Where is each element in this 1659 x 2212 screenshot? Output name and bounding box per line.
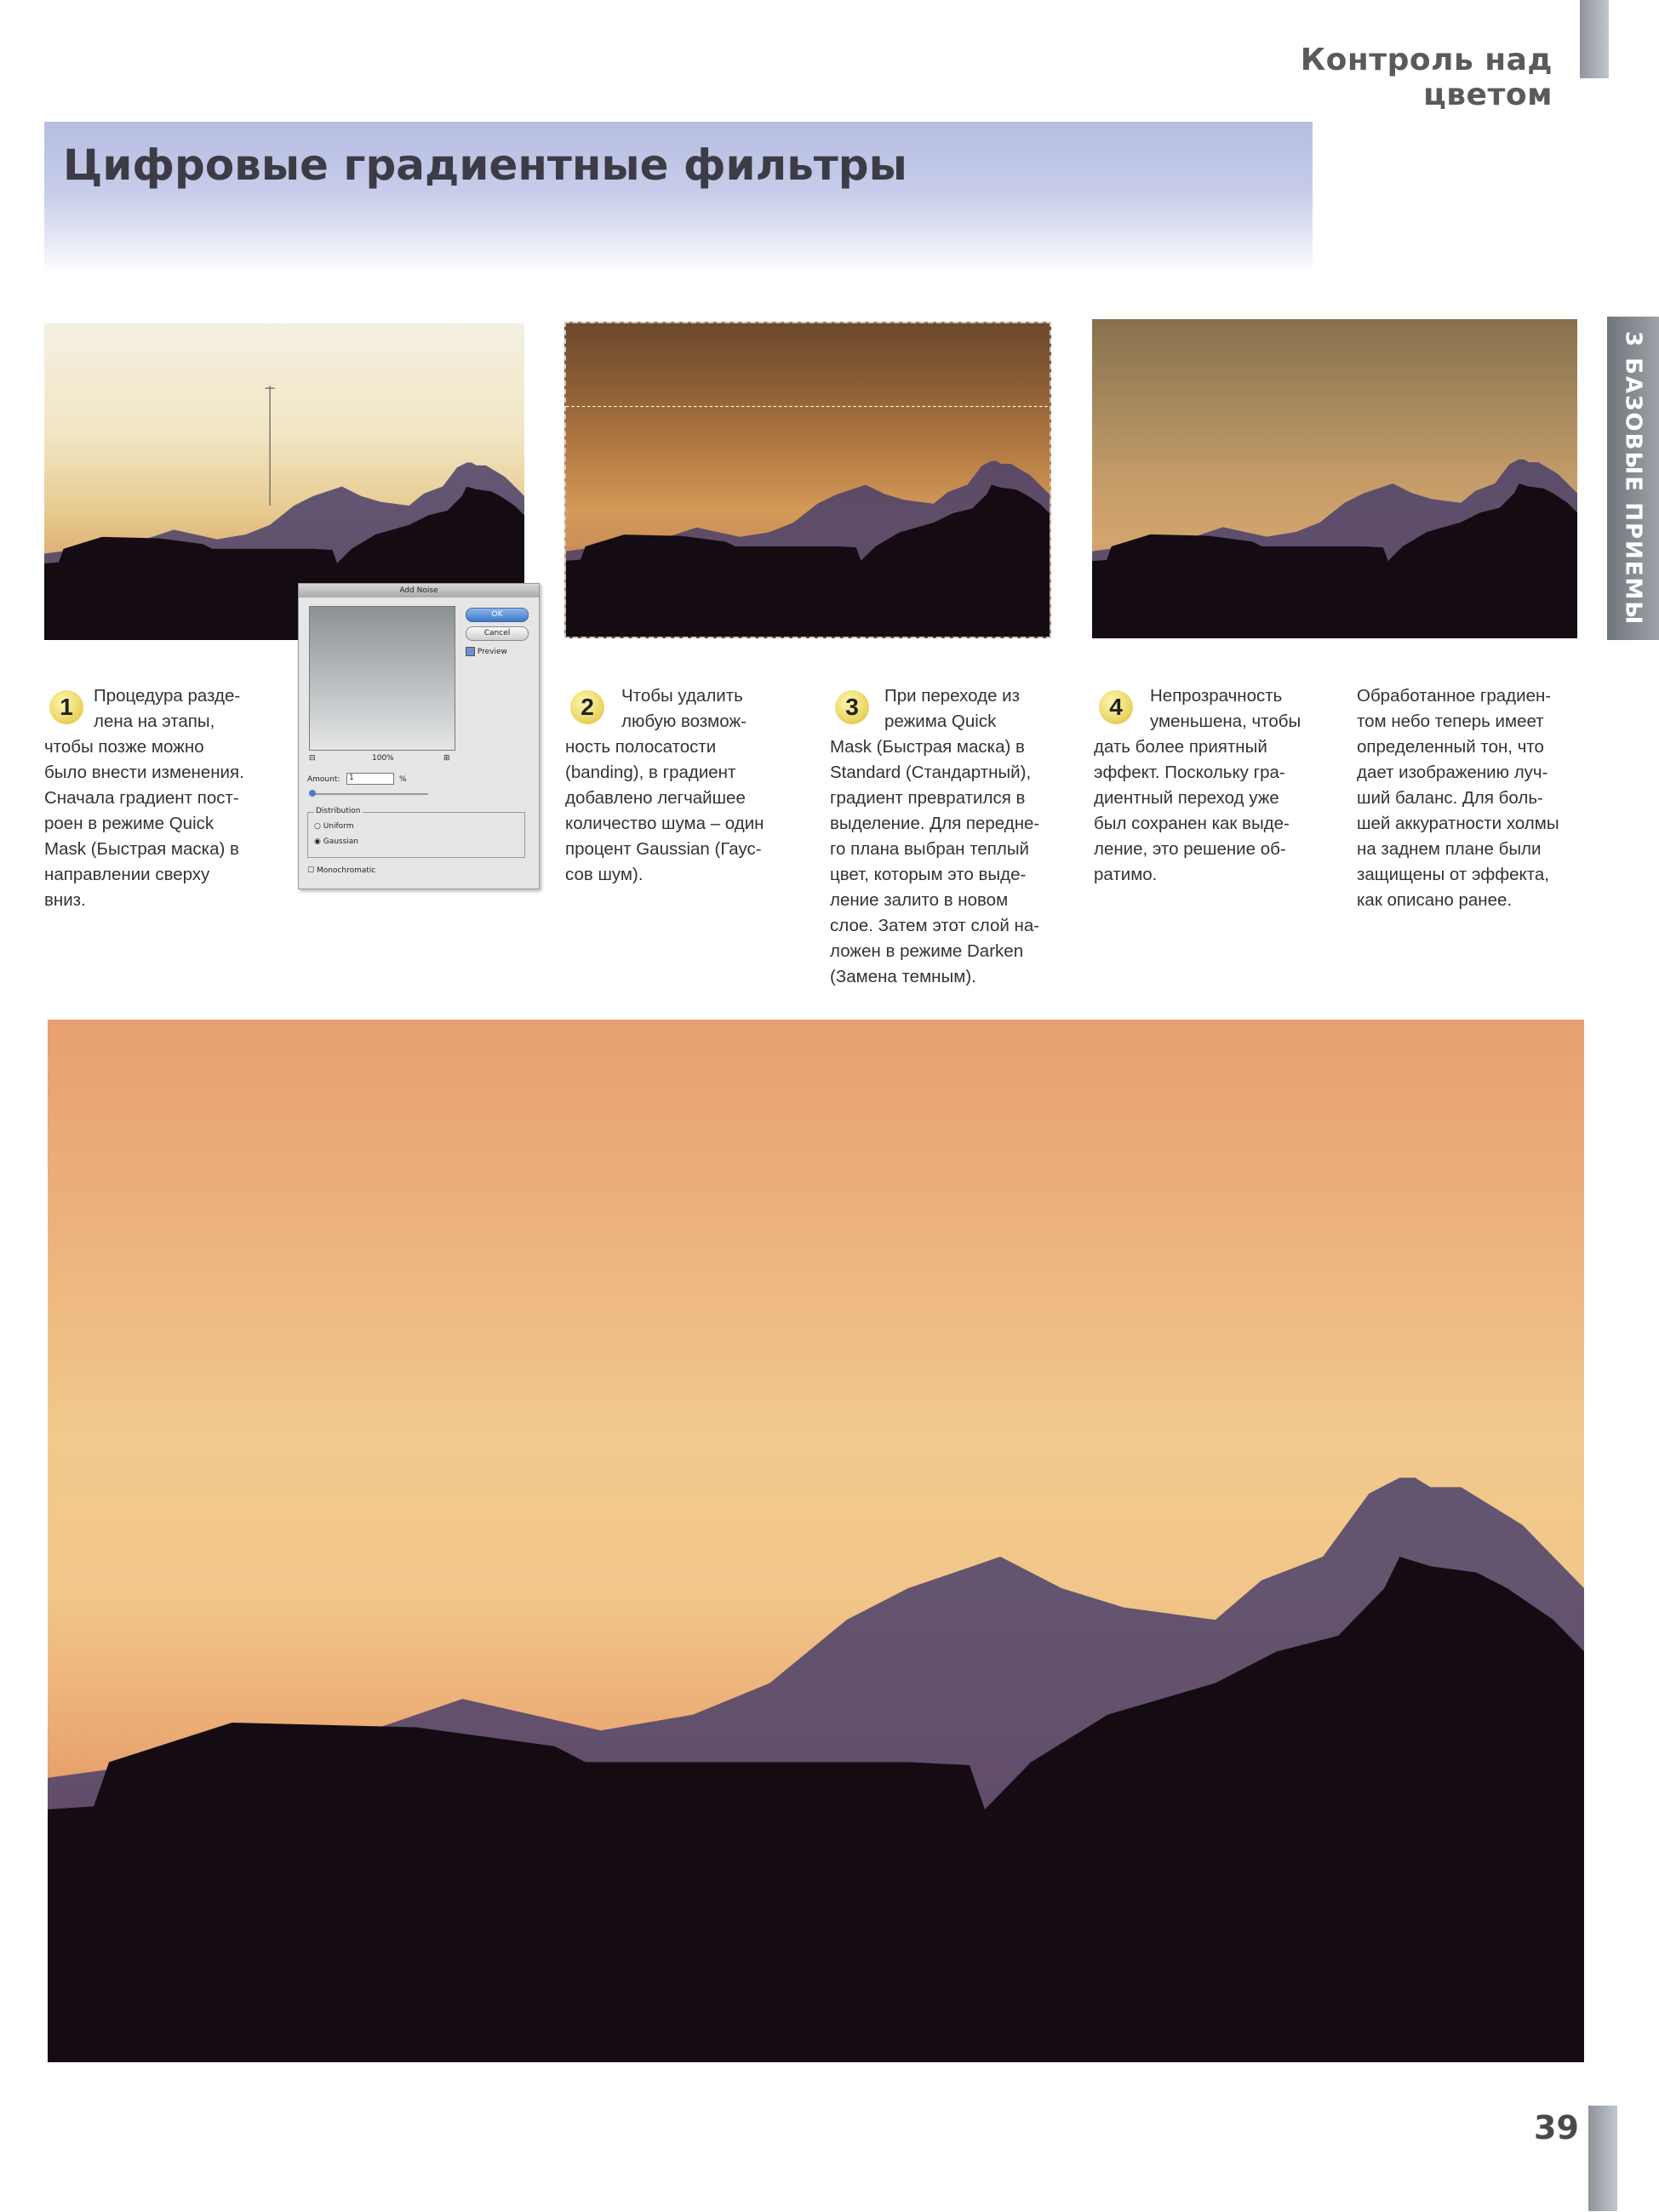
caption-line: количество шума – один (565, 814, 764, 833)
caption-line: го плана выбран теплый (830, 839, 1029, 859)
caption-line: градиент превратился в (830, 788, 1026, 808)
caption-line: режима Quick (884, 712, 997, 731)
caption-line: диентный переход уже (1094, 788, 1279, 808)
step-3-caption (830, 683, 1068, 998)
checkbox-checked-icon (466, 647, 475, 656)
section-marker-tab (1580, 0, 1609, 78)
zoom-out-button[interactable]: ⊟ (309, 754, 316, 763)
add-noise-dialog (298, 583, 540, 889)
chapter-side-label: 3 БАЗОВЫЕ ПРИЕМЫ (1620, 330, 1646, 626)
step-4-caption (1094, 683, 1332, 905)
caption-line: роен в режиме Quick (44, 814, 215, 833)
caption-line: цвет, которым это выде- (830, 865, 1027, 884)
caption-line: дает изображению луч- (1357, 763, 1548, 782)
zoom-level: 100% (372, 754, 394, 763)
caption-line: ность полосатости (565, 737, 717, 757)
caption-line: шей аккуратности холмы (1357, 814, 1559, 833)
caption-line: Обработанное градиен- (1357, 686, 1552, 706)
step-4-photo (1092, 319, 1577, 638)
step-2-caption (565, 683, 804, 905)
caption-line: выделение. Для передне- (830, 814, 1040, 833)
caption-line: том небо теперь имеет (1357, 712, 1544, 731)
preview-checkbox[interactable] (466, 647, 507, 656)
caption-line: Процедура разде- (94, 686, 241, 706)
caption-line: При переходе из (884, 686, 1021, 706)
page-title: Цифровые градиентные фильтры (63, 140, 907, 190)
step-number-badge: 1 (49, 690, 83, 724)
distribution-group (307, 812, 525, 858)
caption-line: ложен в режиме Darken (830, 941, 1024, 961)
zoom-in-button[interactable]: ⊞ (443, 754, 450, 763)
step-1-caption (44, 683, 266, 922)
page-number: 39 (1534, 2109, 1579, 2146)
gaussian-label: Gaussian (323, 837, 359, 846)
caption-line: Standard (Стандартный), (830, 763, 1032, 782)
dialog-preview-area (309, 606, 455, 751)
caption-line: дать более приятный (1094, 737, 1267, 757)
caption-line: (Замена темным). (830, 967, 976, 986)
caption-line: вниз. (44, 890, 86, 910)
amount-unit: % (399, 775, 407, 784)
caption-line: ление, это решение об- (1094, 839, 1286, 859)
cancel-button[interactable]: Cancel (466, 626, 529, 641)
caption-line: слое. Затем этот слой на- (830, 916, 1040, 935)
ok-button[interactable]: OK (466, 608, 529, 622)
caption-line: любую возмож- (621, 712, 747, 731)
caption-line: чтобы позже можно (44, 737, 204, 757)
caption-line: Mask (Быстрая маска) в (44, 839, 239, 859)
caption-line: уменьшена, чтобы (1150, 712, 1301, 731)
caption-line: ший баланс. Для боль- (1357, 788, 1543, 808)
caption-line: Чтобы удалить (621, 686, 743, 706)
caption-line: ратимо. (1094, 865, 1158, 884)
uniform-radio[interactable]: ○ Uniform (314, 822, 354, 831)
page-marker-tab (1588, 2106, 1617, 2211)
caption-line: эффект. Поскольку гра- (1094, 763, 1285, 782)
section-header: Контроль над цветом (1300, 43, 1553, 112)
caption-line: сов шум). (565, 865, 644, 884)
preview-label: Preview (477, 648, 507, 656)
caption-line: определенный тон, что (1357, 737, 1544, 757)
final-note (1357, 683, 1604, 913)
caption-line: направлении сверху (44, 865, 210, 884)
step-number-badge: 3 (835, 690, 869, 724)
caption-line: лена на этапы, (94, 712, 215, 731)
amount-slider[interactable] (309, 793, 428, 795)
caption-line: (banding), в градиент (565, 763, 736, 782)
caption-line: Сначала градиент пост- (44, 788, 239, 808)
caption-line: Непрозрачность (1150, 686, 1283, 706)
amount-input[interactable]: 1 (346, 773, 394, 785)
slider-handle[interactable] (309, 790, 316, 797)
monochromatic-label: Monochromatic (316, 866, 376, 875)
final-result-photo (48, 1020, 1584, 2062)
step-number-badge: 2 (570, 690, 604, 724)
amount-label: Amount: (307, 775, 340, 784)
caption-line: добавлено легчайшее (565, 788, 746, 808)
monochromatic-checkbox[interactable]: ☐ Monochromatic (307, 866, 376, 875)
caption-line: ление залито в новом (830, 890, 1009, 910)
caption-line: было внести изменения. (44, 763, 244, 782)
caption-line: был сохранен как выде- (1094, 814, 1290, 833)
step-2-photo (564, 322, 1051, 638)
caption-line: как описано ранее. (1357, 890, 1513, 910)
step-number-badge: 4 (1099, 690, 1133, 724)
distribution-label: Distribution (316, 807, 361, 815)
gaussian-radio[interactable]: ◉ Gaussian (314, 837, 359, 846)
caption-line: Mask (Быстрая маска) в (830, 737, 1025, 757)
dialog-title: Add Noise (299, 584, 539, 597)
uniform-label: Uniform (323, 822, 354, 831)
caption-line: на заднем плане были (1357, 839, 1542, 859)
caption-line: процент Gaussian (Гаус- (565, 839, 762, 859)
caption-line: защищены от эффекта, (1357, 865, 1549, 884)
